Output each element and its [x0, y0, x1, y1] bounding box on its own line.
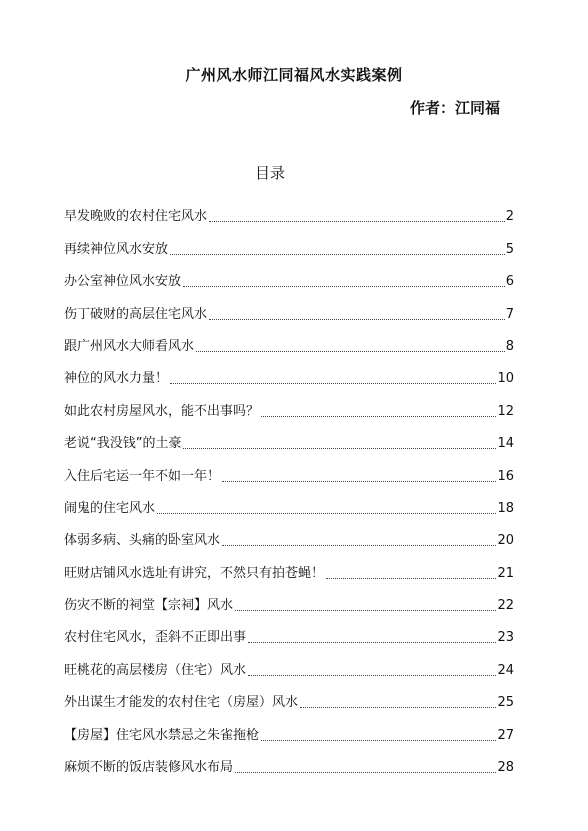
toc-entry-page: 23	[497, 630, 514, 646]
toc-dot-leader	[183, 286, 505, 287]
toc-dot-leader	[209, 221, 505, 222]
toc-entry-title: 老说“我没钱”的土豪	[64, 436, 182, 452]
toc-entry-page: 12	[497, 403, 514, 419]
toc-dot-leader	[235, 610, 496, 611]
toc-heading: 目录	[254, 164, 285, 182]
toc-entry-title: 旺财店铺风水选址有讲究，不然只有拍苍蝇！	[64, 565, 325, 581]
toc-dot-leader	[157, 513, 496, 514]
toc-entry-page: 6	[505, 274, 514, 290]
toc-entry[interactable]	[64, 615, 514, 647]
toc-entry[interactable]	[64, 680, 514, 712]
toc-dot-leader	[326, 578, 496, 579]
toc-dot-leader	[248, 642, 496, 643]
toc-entry-title: 再续神位风水安放	[64, 241, 169, 257]
toc-entry-title: 麻烦不断的饭店装修风水布局	[64, 760, 234, 776]
toc-dot-leader	[261, 416, 496, 417]
toc-entry-page: 10	[497, 371, 514, 387]
toc-dot-leader	[248, 675, 496, 676]
toc-entry-title: 闹鬼的住宅风水	[64, 500, 156, 516]
toc-entry[interactable]	[64, 291, 514, 323]
toc-dot-leader	[170, 254, 505, 255]
toc-entry-page: 20	[497, 533, 514, 549]
toc-dot-leader	[170, 383, 496, 384]
toc-dot-leader	[235, 772, 496, 773]
toc-entry-title: 外出谋生才能发的农村住宅（房屋）风水	[64, 695, 299, 711]
toc-entry[interactable]	[64, 388, 514, 420]
toc-entry-page: 2	[505, 209, 514, 225]
toc-entry-title: 【房屋】住宅风水禁忌之朱雀拖枪	[64, 727, 260, 743]
toc-entry-title: 如此农村房屋风水，能不出事吗？	[64, 403, 260, 419]
toc-dot-leader	[300, 707, 496, 708]
toc-entry-page: 7	[505, 306, 514, 322]
toc-entry-title: 办公室神位风水安放	[64, 274, 182, 290]
toc-entry[interactable]	[64, 226, 514, 258]
toc-entry[interactable]	[64, 194, 514, 226]
toc-entry-page: 14	[497, 436, 514, 452]
toc-entry-page: 28	[497, 760, 514, 776]
toc-entry-page: 24	[497, 662, 514, 678]
toc-entry-title: 伤丁破财的高层住宅风水	[64, 306, 208, 322]
toc-entry[interactable]	[64, 259, 514, 291]
toc-entry-page: 5	[505, 241, 514, 257]
toc-entry-title: 旺桃花的高层楼房（住宅）风水	[64, 662, 247, 678]
toc-entry[interactable]	[64, 745, 514, 777]
toc-entry-page: 22	[497, 598, 514, 614]
toc-entry-title: 跟广州风水大师看风水	[64, 338, 195, 354]
toc-entry-title: 体弱多病、头痛的卧室风水	[64, 533, 221, 549]
toc-entry[interactable]	[64, 712, 514, 744]
toc-entry[interactable]	[64, 421, 514, 453]
toc-entry-page: 8	[505, 338, 514, 354]
toc-dot-leader	[222, 481, 496, 482]
toc-dot-leader	[261, 740, 496, 741]
toc-dot-leader	[209, 319, 505, 320]
toc-entry[interactable]	[64, 518, 514, 550]
toc-entry-title: 神位的风水力量！	[64, 371, 169, 387]
toc-entry-page: 25	[497, 695, 514, 711]
toc-entry-page: 16	[497, 468, 514, 484]
document-title: 广州风水师江同福风水实践案例	[185, 66, 403, 84]
toc-dot-leader	[222, 545, 496, 546]
toc-entry-title: 伤灾不断的祠堂【宗祠】风水	[64, 598, 234, 614]
toc-entry[interactable]	[64, 356, 514, 388]
toc-dot-leader	[183, 448, 496, 449]
toc-entry[interactable]	[64, 583, 514, 615]
toc-entry-title: 早发晚败的农村住宅风水	[64, 209, 208, 225]
toc-entry[interactable]	[64, 324, 514, 356]
toc-entry-page: 27	[497, 727, 514, 743]
document-author: 作者：江同福	[409, 99, 500, 117]
toc-entry[interactable]	[64, 486, 514, 518]
table-of-contents	[64, 194, 514, 777]
toc-entry-page: 21	[497, 565, 514, 581]
toc-entry-page: 18	[497, 500, 514, 516]
toc-entry-title: 农村住宅风水，歪斜不正即出事	[64, 630, 247, 646]
toc-dot-leader	[196, 351, 505, 352]
toc-entry[interactable]	[64, 550, 514, 582]
toc-entry[interactable]	[64, 647, 514, 679]
toc-entry-title: 入住后宅运一年不如一年！	[64, 468, 221, 484]
toc-entry[interactable]	[64, 453, 514, 485]
